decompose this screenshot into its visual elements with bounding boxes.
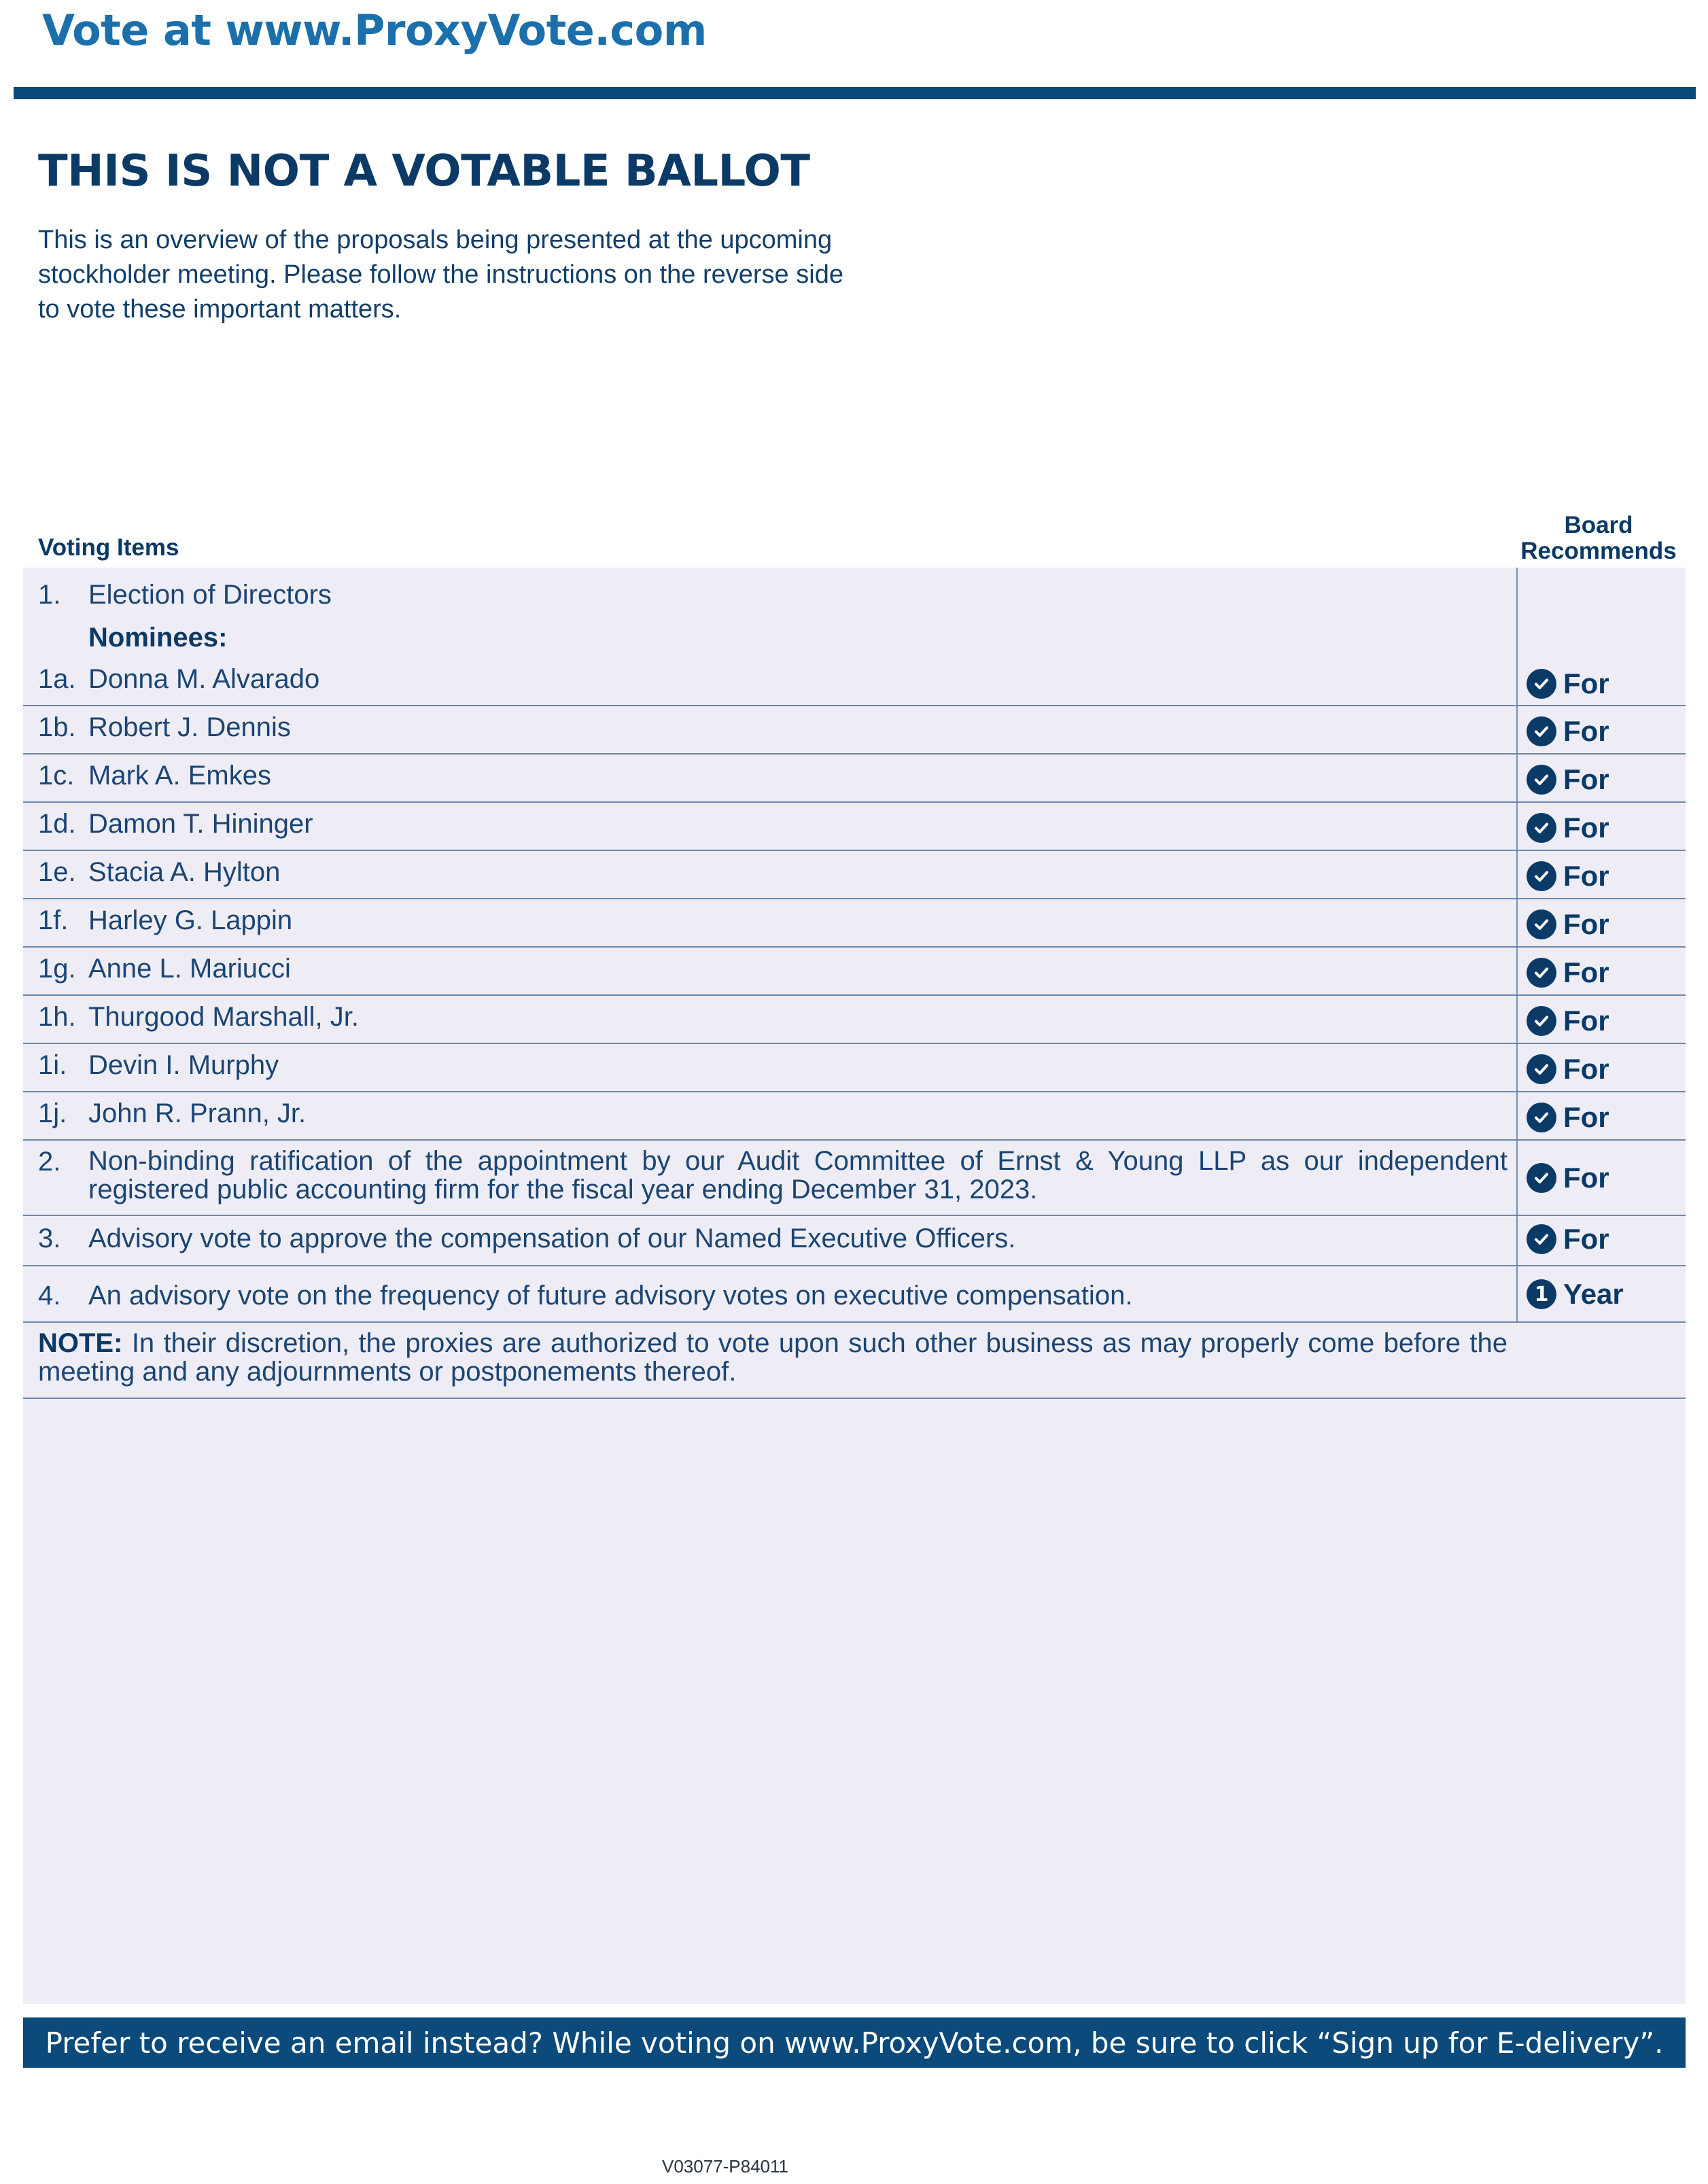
checkmark-icon xyxy=(1527,1054,1556,1084)
nominee-number: 1j. xyxy=(38,1098,67,1128)
frequency-number: 1 xyxy=(1534,1282,1549,1306)
note-label: NOTE: xyxy=(38,1328,123,1358)
row-divider xyxy=(23,994,1686,996)
recommendation xyxy=(1527,956,1609,990)
row-divider xyxy=(23,1321,1686,1323)
note-text: In their discretion, the proxies are authorized to vote upon such other business as may properly come before the meeting and any adjournments or postponements thereof. xyxy=(38,1328,1507,1387)
proposal-text: Advisory vote to approve the compensation of our Named Executive Officers. xyxy=(88,1224,1016,1253)
document-code: V03077-P84011 xyxy=(662,2156,789,2177)
voting-items-header: Voting Items xyxy=(38,534,179,561)
nominee-name: Mark A. Emkes xyxy=(88,761,271,791)
proposal-number: 4. xyxy=(38,1281,61,1311)
recommendation-label: Year xyxy=(1563,1278,1624,1310)
nominee-name: Stacia A. Hylton xyxy=(88,857,281,887)
proxyvote-link[interactable]: Vote at www.ProxyVote.com xyxy=(42,5,707,55)
row-divider xyxy=(23,1265,1686,1266)
checkmark-icon xyxy=(1527,1006,1556,1036)
nominee-number: 1g. xyxy=(38,954,76,984)
note-paragraph xyxy=(38,1329,1507,1386)
row-divider xyxy=(23,1215,1686,1216)
recommendation-label: For xyxy=(1563,1005,1609,1037)
edelivery-banner xyxy=(23,2017,1686,2068)
recommendation xyxy=(1527,1277,1624,1311)
proposal-1-number: 1. xyxy=(38,580,61,610)
nominee-name: Anne L. Mariucci xyxy=(88,954,291,984)
recommendation-label: For xyxy=(1563,1162,1609,1194)
proposal-number: 3. xyxy=(38,1224,61,1253)
header-rule xyxy=(14,87,1696,99)
recommendation-label: For xyxy=(1563,668,1609,699)
row-divider xyxy=(23,801,1686,803)
checkmark-icon xyxy=(1527,1103,1556,1132)
row-divider xyxy=(23,850,1686,851)
checkmark-icon xyxy=(1527,813,1556,843)
nominees-label: Nominees: xyxy=(88,623,228,653)
nominee-number: 1e. xyxy=(38,857,76,887)
nominee-name: Harley G. Lappin xyxy=(88,905,293,935)
number-one-icon xyxy=(1527,1279,1556,1309)
recommendation-label: For xyxy=(1563,1223,1609,1255)
nominee-name: Damon T. Hininger xyxy=(88,809,313,839)
checkmark-icon xyxy=(1527,909,1556,939)
proposal-text: An advisory vote on the frequency of future advisory votes on executive compensation. xyxy=(88,1281,1133,1311)
nominee-number: 1f. xyxy=(38,905,69,935)
recommendation xyxy=(1527,907,1609,941)
recommendation xyxy=(1527,811,1609,845)
checkmark-icon xyxy=(1527,861,1556,891)
row-divider xyxy=(23,1043,1686,1044)
nominee-number: 1a. xyxy=(38,664,76,694)
row-divider xyxy=(23,1139,1686,1141)
recommendation xyxy=(1527,1161,1609,1195)
intro-paragraph: This is an overview of the proposals being presented at the upcoming stockholder meeting. Please follow the instructions on the reverse side to vote these important matters. xyxy=(38,226,843,324)
checkmark-icon xyxy=(1527,958,1556,988)
recommendation-label: For xyxy=(1563,812,1609,844)
proposal-text: Non-binding ratification of the appointment by our Audit Committee of Ernst & Young LLP as our independent registered public accounting firm for the fiscal year ending December 31, 2023. xyxy=(88,1146,1507,1204)
recommendation-label: For xyxy=(1563,1101,1609,1133)
recommendation-label: For xyxy=(1563,763,1609,795)
page-title: THIS IS NOT A VOTABLE BALLOT xyxy=(38,146,810,196)
recommendation xyxy=(1527,1052,1609,1086)
proposal-number: 2. xyxy=(38,1147,61,1177)
edelivery-banner-text: Prefer to receive an email instead? While voting on www.ProxyVote.com, be sure to click “Sign up for E-delivery”. xyxy=(45,2026,1664,2060)
recommendation-label: For xyxy=(1563,715,1609,747)
recommendation xyxy=(1527,763,1609,797)
row-divider xyxy=(23,946,1686,948)
row-divider xyxy=(23,753,1686,755)
checkmark-icon xyxy=(1527,716,1556,746)
checkmark-icon xyxy=(1527,765,1556,795)
row-divider xyxy=(23,1398,1686,1399)
checkmark-icon xyxy=(1527,1163,1556,1193)
recommendation xyxy=(1527,1100,1609,1134)
recommendation-label: For xyxy=(1563,1053,1609,1085)
nominee-name: Devin I. Murphy xyxy=(88,1050,279,1080)
nominee-name: Robert J. Dennis xyxy=(88,712,291,742)
nominee-number: 1b. xyxy=(38,712,76,742)
row-divider xyxy=(23,898,1686,899)
nominee-name: Donna M. Alvarado xyxy=(88,664,320,694)
recommendation xyxy=(1527,667,1609,701)
recommendation xyxy=(1527,1004,1609,1038)
nominee-name: Thurgood Marshall, Jr. xyxy=(88,1002,359,1032)
proposal-1-text: Election of Directors xyxy=(88,580,332,610)
recommendation-label: For xyxy=(1563,956,1609,988)
recommendation-label: For xyxy=(1563,860,1609,892)
recommendation-label: For xyxy=(1563,908,1609,940)
nominee-name: John R. Prann, Jr. xyxy=(88,1098,307,1128)
row-divider xyxy=(23,705,1686,706)
nominee-number: 1i. xyxy=(38,1050,67,1080)
row-divider xyxy=(23,1091,1686,1092)
nominee-number: 1c. xyxy=(38,761,75,791)
checkmark-icon xyxy=(1527,669,1556,699)
recommendation xyxy=(1527,859,1609,893)
nominee-number: 1d. xyxy=(38,809,76,839)
nominee-number: 1h. xyxy=(38,1002,76,1032)
column-divider xyxy=(1516,568,1518,1322)
board-recommends-header: Board Recommends xyxy=(1520,512,1677,564)
recommendation xyxy=(1527,714,1609,748)
recommendation xyxy=(1527,1222,1609,1256)
checkmark-icon xyxy=(1527,1224,1556,1254)
